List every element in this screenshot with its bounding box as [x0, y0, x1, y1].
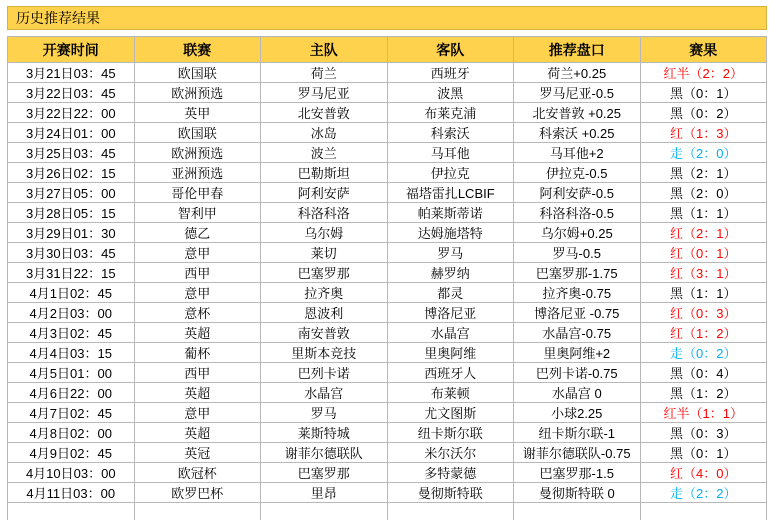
table-row: [8, 343, 767, 363]
cell-result: 走（0：2）: [640, 343, 767, 363]
cell-home: 荷兰: [261, 63, 388, 83]
cell-tip: 罗马-0.5: [514, 243, 641, 263]
table-row: [8, 383, 767, 403]
cell-home: 阿利安萨: [261, 183, 388, 203]
cell-league: 哥伦甲春: [134, 183, 261, 203]
cell-date: 4月6日22：00: [8, 383, 135, 403]
cell-away: 科索沃: [387, 123, 514, 143]
cell-league: 亚洲预选: [134, 163, 261, 183]
cell-home: 巴勒斯坦: [261, 163, 388, 183]
table-row: [8, 423, 767, 443]
cell-date: 3月28日05：15: [8, 203, 135, 223]
cell-league: 英甲: [134, 103, 261, 123]
cell-tip: 曼彻斯特联 0: [514, 483, 641, 503]
cell-league: 欧罗巴杯: [134, 483, 261, 503]
cell-tip: 北安普敦 +0.25: [514, 103, 641, 123]
cell-home: 南安普敦: [261, 323, 388, 343]
cell-league: 英超: [134, 423, 261, 443]
cell-result: 红（1：2）: [640, 323, 767, 343]
cell-away: 西班牙: [387, 63, 514, 83]
cell-tip: 小球2.25: [514, 403, 641, 423]
cell-result: 黑（0：3）: [640, 423, 767, 443]
cell-home: 巴塞罗那: [261, 263, 388, 283]
column-header-tip: 推荐盘口: [514, 37, 641, 63]
cell-away: 罗马: [387, 243, 514, 263]
cell-tip: 伊拉克-0.5: [514, 163, 641, 183]
cell-tip: 阿利安萨-0.5: [514, 183, 641, 203]
cell-date: 4月2日03：00: [8, 303, 135, 323]
table-row: [8, 303, 767, 323]
cell-tip: 博洛尼亚 -0.75: [514, 303, 641, 323]
cell-league: 智利甲: [134, 203, 261, 223]
cell-home: 罗马: [261, 403, 388, 423]
cell-league: 欧冠杯: [134, 463, 261, 483]
table-row-empty: [8, 503, 767, 520]
cell-date: 4月8日02：00: [8, 423, 135, 443]
cell-result: 黑（0：1）: [640, 83, 767, 103]
cell-result: 红半（2：2）: [640, 63, 767, 83]
cell-home: 莱切: [261, 243, 388, 263]
column-header-date: 开赛时间: [8, 37, 135, 63]
table-row: [8, 83, 767, 103]
table-row: [8, 163, 767, 183]
cell-away: 布莱克浦: [387, 103, 514, 123]
cell-league: 意杯: [134, 303, 261, 323]
table-row: [8, 223, 767, 243]
cell-tip: 乌尔姆+0.25: [514, 223, 641, 243]
cell-home: 科洛科洛: [261, 203, 388, 223]
cell-date: 4月4日03：15: [8, 343, 135, 363]
cell-date: 4月10日03：00: [8, 463, 135, 483]
cell-result: 走（2：2）: [640, 483, 767, 503]
cell-league: 欧洲预选: [134, 143, 261, 163]
cell-result: 黑（1：2）: [640, 383, 767, 403]
cell-date: 3月29日01：30: [8, 223, 135, 243]
cell-home: 恩波利: [261, 303, 388, 323]
cell-league: 德乙: [134, 223, 261, 243]
cell-league: 意甲: [134, 243, 261, 263]
cell-away: 里奥阿维: [387, 343, 514, 363]
cell-away: 波黑: [387, 83, 514, 103]
cell-away: 纽卡斯尔联: [387, 423, 514, 443]
cell-away: 水晶宫: [387, 323, 514, 343]
cell-tip: 拉齐奥-0.75: [514, 283, 641, 303]
cell-league: 欧国联: [134, 123, 261, 143]
cell-away: 都灵: [387, 283, 514, 303]
cell-tip: 科洛科洛-0.5: [514, 203, 641, 223]
cell-tip: 荷兰+0.25: [514, 63, 641, 83]
cell-league: 西甲: [134, 363, 261, 383]
table-row: [8, 243, 767, 263]
cell-league: 英冠: [134, 443, 261, 463]
table-row: [8, 403, 767, 423]
cell-empty: [387, 503, 514, 520]
table-row: [8, 363, 767, 383]
cell-result: 黑（2：1）: [640, 163, 767, 183]
cell-away: 达姆施塔特: [387, 223, 514, 243]
cell-home: 莱斯特城: [261, 423, 388, 443]
table-row: [8, 323, 767, 343]
cell-result: 黑（2：0）: [640, 183, 767, 203]
cell-league: 意甲: [134, 283, 261, 303]
cell-date: 3月26日02：15: [8, 163, 135, 183]
page-title-bar: [7, 6, 767, 30]
cell-away: 布莱顿: [387, 383, 514, 403]
table-header-row: [8, 37, 767, 63]
cell-result: 黑（1：1）: [640, 203, 767, 223]
table-row: [8, 483, 767, 503]
cell-home: 巴列卡诺: [261, 363, 388, 383]
cell-away: 博洛尼亚: [387, 303, 514, 323]
column-header-away: 客队: [387, 37, 514, 63]
cell-away: 尤文图斯: [387, 403, 514, 423]
column-header-league: 联赛: [134, 37, 261, 63]
cell-league: 意甲: [134, 403, 261, 423]
table-row: [8, 203, 767, 223]
cell-league: 欧洲预选: [134, 83, 261, 103]
cell-tip: 水晶宫 0: [514, 383, 641, 403]
cell-result: 红（1：3）: [640, 123, 767, 143]
cell-away: 米尔沃尔: [387, 443, 514, 463]
cell-tip: 巴塞罗那-1.75: [514, 263, 641, 283]
table-row: [8, 183, 767, 203]
cell-away: 马耳他: [387, 143, 514, 163]
cell-result: 红（4：0）: [640, 463, 767, 483]
cell-empty: [514, 503, 641, 520]
cell-home: 北安普敦: [261, 103, 388, 123]
table-row: [8, 143, 767, 163]
cell-empty: [640, 503, 767, 520]
cell-home: 谢菲尔德联队: [261, 443, 388, 463]
cell-league: 葡杯: [134, 343, 261, 363]
cell-tip: 马耳他+2: [514, 143, 641, 163]
cell-date: 3月30日03：45: [8, 243, 135, 263]
cell-tip: 纽卡斯尔联-1: [514, 423, 641, 443]
cell-result: 走（2：0）: [640, 143, 767, 163]
cell-date: 4月5日01：00: [8, 363, 135, 383]
cell-date: 4月7日02：45: [8, 403, 135, 423]
table-row: [8, 263, 767, 283]
cell-tip: 巴塞罗那-1.5: [514, 463, 641, 483]
table-row: [8, 103, 767, 123]
cell-result: 红半（1：1）: [640, 403, 767, 423]
cell-result: 红（0：1）: [640, 243, 767, 263]
cell-result: 黑（0：4）: [640, 363, 767, 383]
cell-date: 3月24日01：00: [8, 123, 135, 143]
cell-home: 里斯本竞技: [261, 343, 388, 363]
table-row: [8, 123, 767, 143]
cell-home: 水晶宫: [261, 383, 388, 403]
cell-date: 4月1日02：45: [8, 283, 135, 303]
cell-away: 西班牙人: [387, 363, 514, 383]
cell-date: 3月25日03：45: [8, 143, 135, 163]
cell-tip: 科索沃 +0.25: [514, 123, 641, 143]
cell-tip: 巴列卡诺-0.75: [514, 363, 641, 383]
column-header-result: 赛果: [640, 37, 767, 63]
cell-date: 3月22日22：00: [8, 103, 135, 123]
cell-away: 赫罗纳: [387, 263, 514, 283]
cell-date: 4月3日02：45: [8, 323, 135, 343]
cell-empty: [134, 503, 261, 520]
cell-league: 西甲: [134, 263, 261, 283]
cell-result: 红（2：1）: [640, 223, 767, 243]
cell-tip: 水晶宫-0.75: [514, 323, 641, 343]
table-row: [8, 443, 767, 463]
cell-date: 4月11日03：00: [8, 483, 135, 503]
cell-result: 红（3：1）: [640, 263, 767, 283]
cell-date: 3月31日22：15: [8, 263, 135, 283]
cell-league: 欧国联: [134, 63, 261, 83]
cell-home: 巴塞罗那: [261, 463, 388, 483]
table-row: [8, 63, 767, 83]
table-row: [8, 283, 767, 303]
cell-empty: [8, 503, 135, 520]
cell-away: 福塔雷扎LCBIF: [387, 183, 514, 203]
cell-home: 乌尔姆: [261, 223, 388, 243]
cell-result: 黑（0：2）: [640, 103, 767, 123]
history-results-table: [7, 36, 767, 520]
cell-tip: 里奥阿维+2: [514, 343, 641, 363]
cell-empty: [261, 503, 388, 520]
cell-result: 黑（0：1）: [640, 443, 767, 463]
page-title: 历史推荐结果: [16, 10, 100, 26]
cell-date: 4月9日02：45: [8, 443, 135, 463]
cell-result: 黑（1：1）: [640, 283, 767, 303]
cell-home: 波兰: [261, 143, 388, 163]
cell-home: 罗马尼亚: [261, 83, 388, 103]
cell-result: 红（0：3）: [640, 303, 767, 323]
table-header: [8, 37, 767, 63]
cell-league: 英超: [134, 383, 261, 403]
cell-date: 3月22日03：45: [8, 83, 135, 103]
cell-league: 英超: [134, 323, 261, 343]
table-body: [8, 63, 767, 520]
cell-tip: 谢菲尔德联队-0.75: [514, 443, 641, 463]
cell-date: 3月27日05：00: [8, 183, 135, 203]
column-header-home: 主队: [261, 37, 388, 63]
cell-away: 多特蒙德: [387, 463, 514, 483]
cell-tip: 罗马尼亚-0.5: [514, 83, 641, 103]
cell-home: 里昂: [261, 483, 388, 503]
cell-date: 3月21日03：45: [8, 63, 135, 83]
cell-home: 冰岛: [261, 123, 388, 143]
cell-away: 曼彻斯特联: [387, 483, 514, 503]
table-row: [8, 463, 767, 483]
cell-away: 伊拉克: [387, 163, 514, 183]
cell-home: 拉齐奥: [261, 283, 388, 303]
cell-away: 帕莱斯蒂诺: [387, 203, 514, 223]
